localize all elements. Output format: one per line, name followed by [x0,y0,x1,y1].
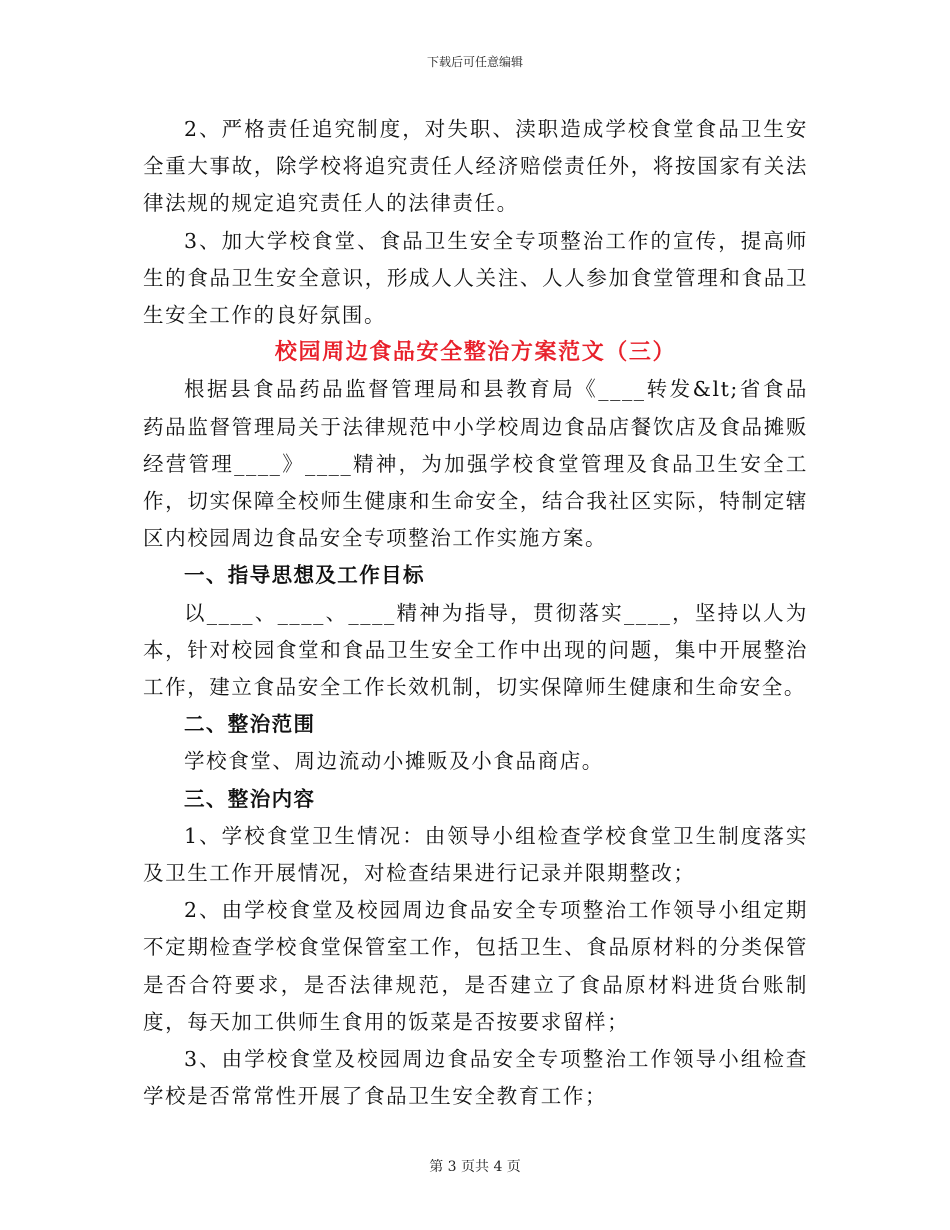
paragraph-intro: 根据县食品药品监督管理局和县教育局《____转发&lt;省食品药品监督管理局关于法律规范中小学校周边食品店餐饮店及食品摊贩经营管理____》____精神，为加强学校食堂管理及食品卫生安全工作，切实保障全校师生健康和生命安全，结合我社区实际，特制定辖区内校园周边食品安全专项整治工作实施方案。 [143,377,808,551]
paragraph-publicity: 3、加大学校食堂、食品卫生安全专项整治工作的宣传，提高师生的食品卫生安全意识，形成人人关注、人人参加食堂管理和食品卫生安全工作的良好氛围。 [143,228,808,328]
heading-content: 三、整治内容 [184,786,316,811]
heading-scope: 二、整治范围 [184,712,316,737]
paragraph-content-item-2: 2、由学校食堂及校园周边食品安全专项整治工作领导小组定期不定期检查学校食堂保管室工作，包括卫生、食品原材料的分类保管是否合符要求，是否法律规范，是否建立了食品原材料进货台账制度，每天加工供师生食用的饭菜是否按要求留样； [143,898,808,1034]
document-body [143,111,808,1115]
page-header-note: 下载后可任意编辑 [426,55,523,69]
section-title: 校园周边食品安全整治方案范文（三） [274,339,677,366]
paragraph-content-item-3: 3、由学校食堂及校园周边食品安全专项整治工作领导小组检查学校是否常常性开展了食品卫生安全教育工作； [143,1047,808,1109]
paragraph-content-item-1: 1、学校食堂卫生情况：由领导小组检查学校食堂卫生制度落实及卫生工作开展情况，对检查结果进行记录并限期整改； [143,823,808,886]
page-number-footer: 第 3 页共 4 页 [429,1159,521,1175]
paragraph-guiding-principles: 以____、____、____精神为指导，贯彻落实____，坚持以人为本，针对校园食堂和食品卫生安全工作中出现的问题，集中开展整治工作，建立食品安全工作长效机制，切实保障师生健康和生命安全。 [143,600,808,700]
heading-guiding-principles: 一、指导思想及工作目标 [184,563,425,588]
paragraph-scope: 学校食堂、周边流动小摊贩及小食品商店。 [184,749,604,774]
paragraph-responsibility: 2、严格责任追究制度，对失职、渎职造成学校食堂食品卫生安全重大事故，除学校将追究责任人经济赔偿责任外，将按国家有关法律法规的规定追究责任人的法律责任。 [143,117,808,216]
